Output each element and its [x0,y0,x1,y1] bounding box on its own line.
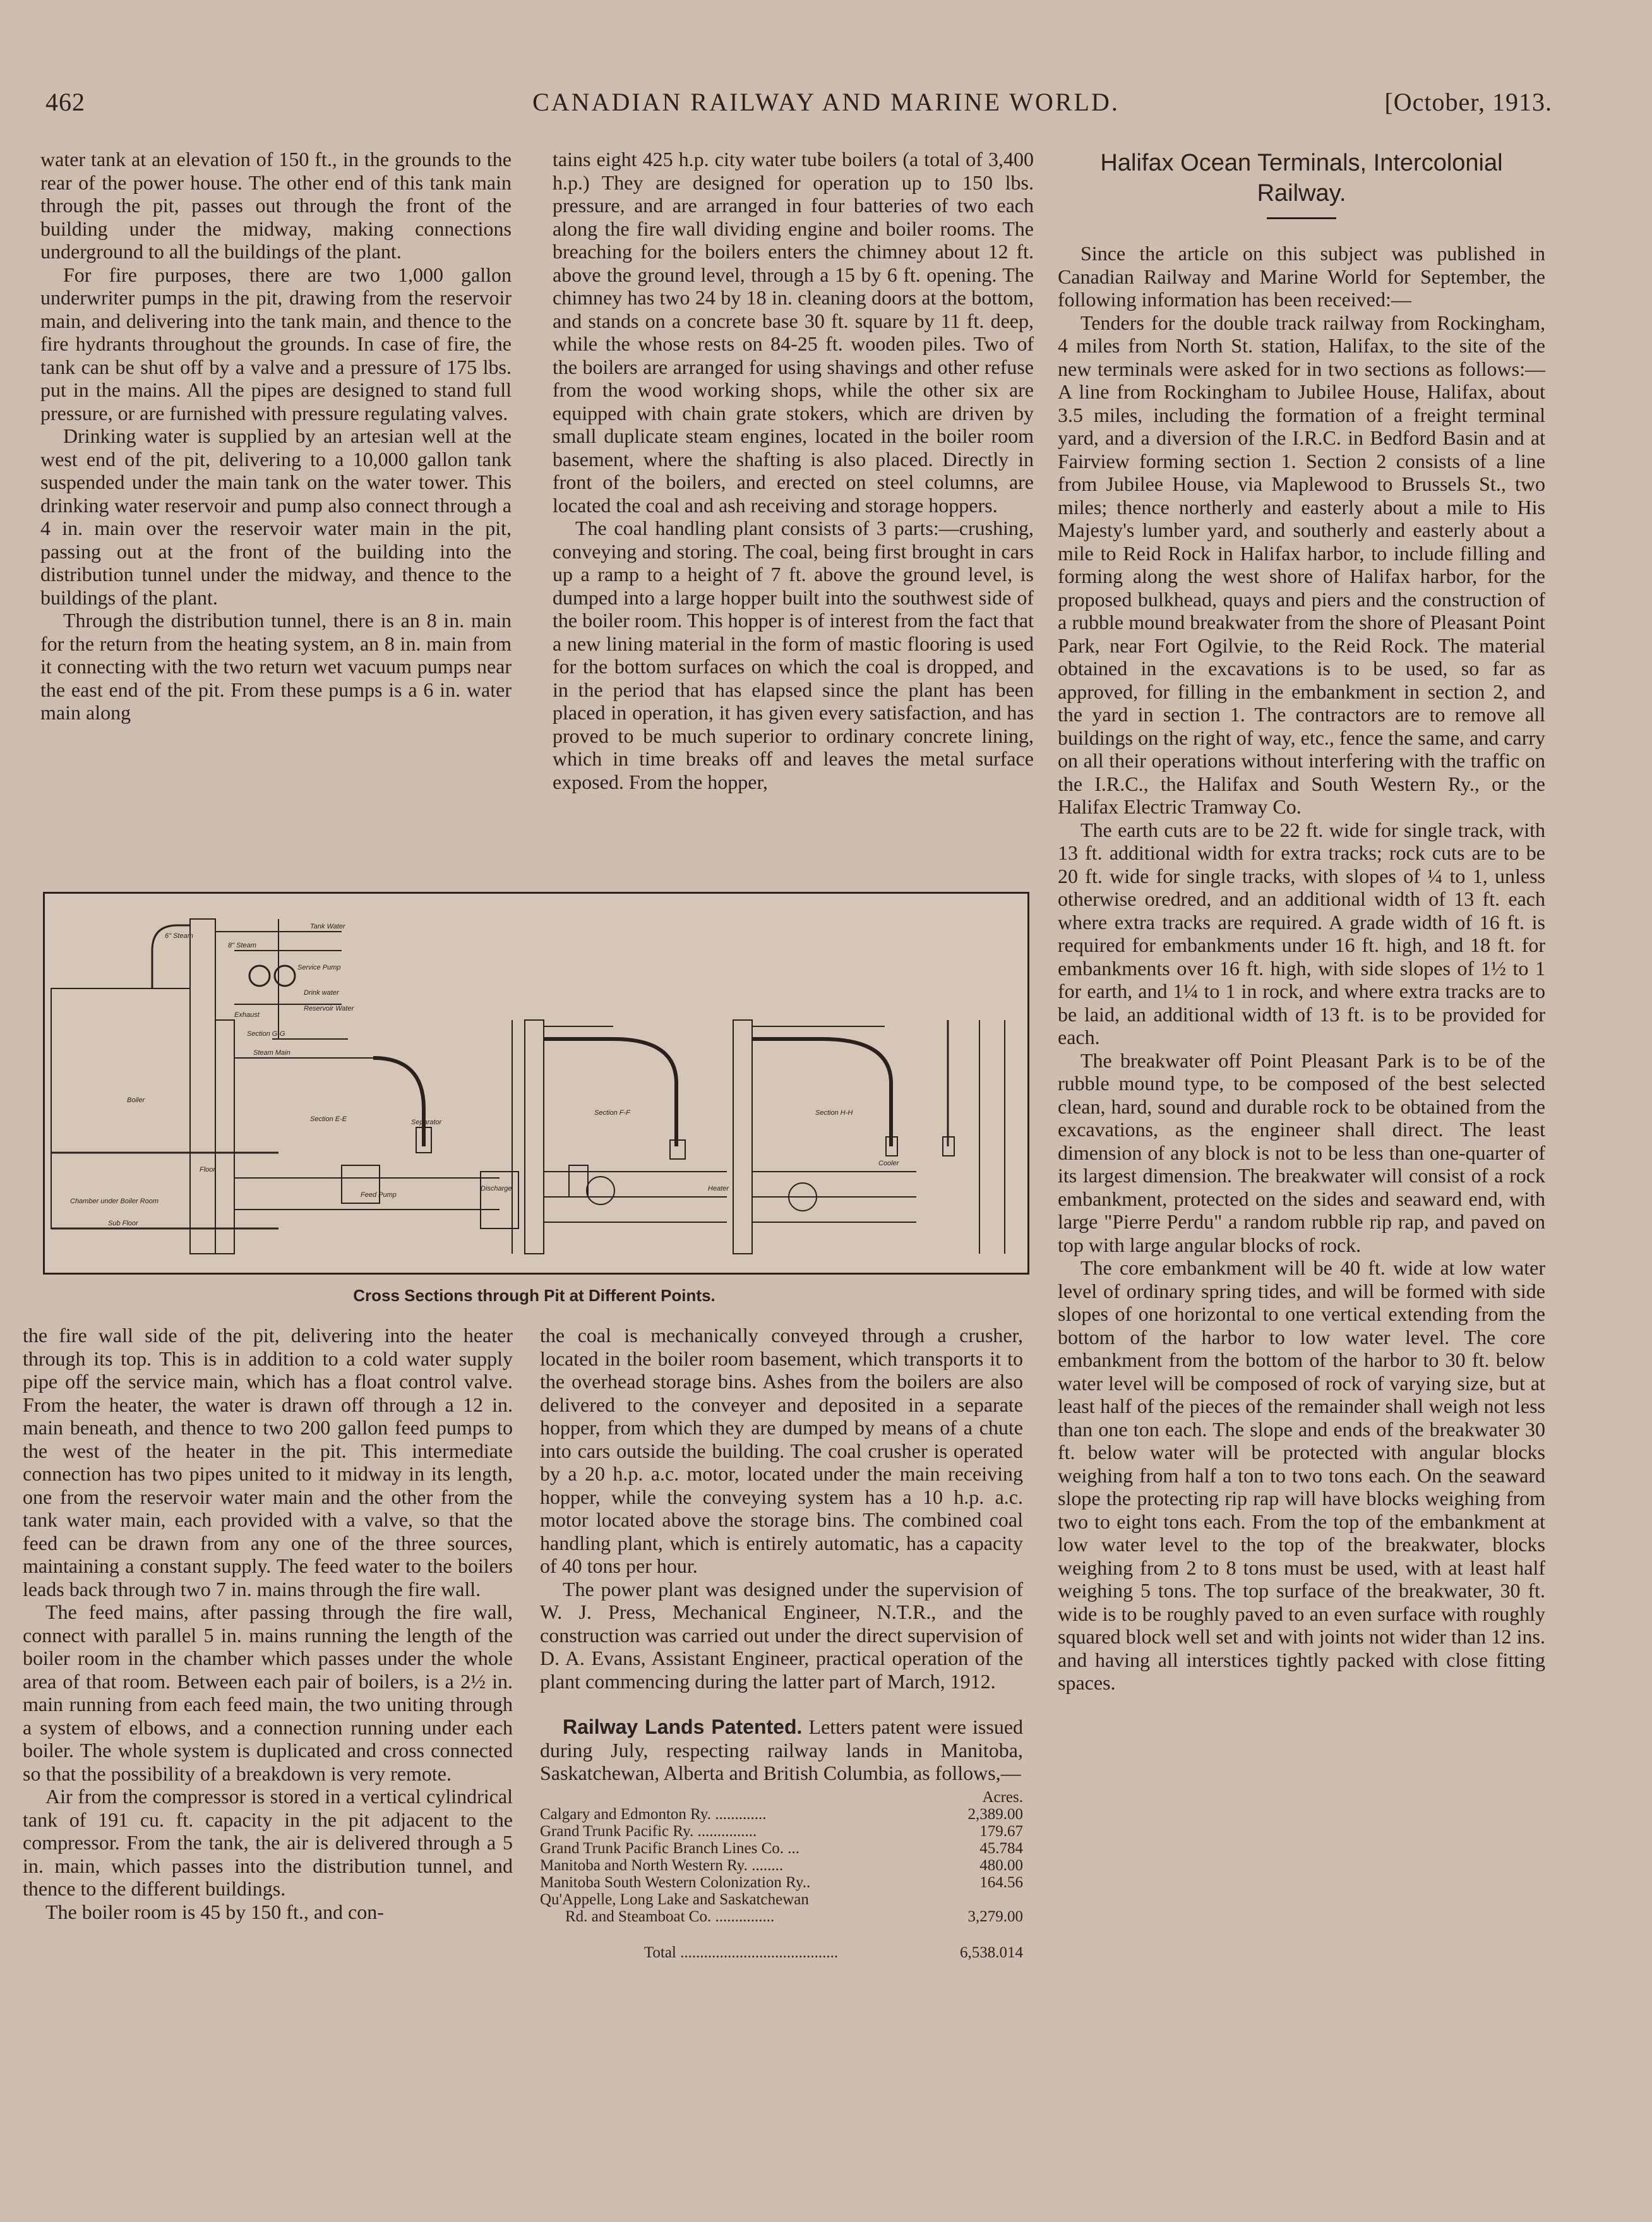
section-ff-wall [525,1020,544,1254]
label-tank-water: Tank Water [310,923,345,930]
label-feed-pump: Feed Pump [361,1191,397,1199]
total-label: Total ........................................ [643,1943,839,1961]
table-row [540,1857,1023,1874]
lands-heading: Railway Lands Patented. [563,1715,803,1738]
pump-right [275,966,295,986]
label-sub-floor: Sub Floor [108,1220,138,1227]
paragraph: The feed mains, after passing through the fire wall, connect with parallel 5 in. mains running the length of the boiler room in the chamber which passes under the whole area of that room. Between each pair of boilers, is a 2½ in. main running from each feed main, the two uniting through a system of elbows, and a connection running under each boiler. The whole system is duplicated and cross connected so that the possibility of a breakdown is very remote. [23,1600,513,1785]
cross-section-figure [43,892,1029,1275]
label-steam: 6" Steam [165,932,193,940]
label-section-ee: Section E-E [310,1115,347,1123]
paragraph: The coal handling plant consists of 3 parts:—crushing, conveying and storing. The coal, being first brought in cars up a ramp to a height of 7 ft. above the ground level, is dumped into a large hopper built into the southwest side of the boiler room. This hopper is of interest from the fact that a new lining material in the form of mastic flooring is used for the bottom surfaces on which the coal is dropped, and in the period that has elapsed since the plant has been placed in operation, it has given every satisfaction, and has proved to be much superior to ordinary concrete lining, which in time breaks off and leaves the metal surface exposed. From the hopper, [553,517,1034,793]
table-total-row [540,1944,1023,1961]
label-service-pump: Service Pump [297,964,341,971]
label-exhaust: Exhaust [234,1011,260,1019]
paragraph: The core embankment will be 40 ft. wide at low water level of ordinary spring tides, and will be formed with side slopes of one horizontal to one vertical extending from the bottom of the harbor to low water level. The core embankment from the bottom of the harbor to 30 ft. below water level will be composed of rock of varying size, but at least half of the pieces of the remainder shall weigh not less than one ton each. The slope and ends of the breakwater 30 ft. below water will be protected with angular blocks weighing from half a ton to two tons each. On the seaward slope the protecting rip rap will have blocks weighing from two to eight tons each. From the top of the embankment at low water level to the top of the breakwater, blocks weighing from 2 to 8 tons must be used, with at least half weighing 5 tons. The top surface of the breakwater, 30 ft. wide is to be roughly paved to an even surface with roughly squared block well set and with joints not wider than 12 ins. and having all interstices tightly packed with close fitting spaces. [1058,1256,1545,1694]
publication-title: CANADIAN RAILWAY AND MARINE WORLD. [532,88,1120,116]
paragraph: Through the distribution tunnel, there is an 8 in. main for the return from the heating system, an 8 in. main from it connecting with the two return wet vacuum pumps near the east end of the pit. From these pumps is a 6 in. water main along [40,609,512,724]
pump-left [249,966,270,986]
table-row [540,1891,1023,1908]
table-row [540,1840,1023,1857]
label-reservoir-water: Reservoir Water [304,1005,354,1012]
label-section-gg: Section G-G [247,1030,285,1038]
fire-wall [190,919,215,1254]
paragraph: The boiler room is 45 by 150 ft., and con- [45,1900,384,1923]
page-number: 462 [45,88,85,116]
row-name: Manitoba South Western Colonization Ry.. [540,1873,811,1891]
paragraph: For fire purposes, there are two 1,000 gallon underwriter pumps in the pit, drawing from the reservoir main, and delivering into the tank main, and thence to the fire hydrants throughout the grounds. In case of fire, the tank can be shut off by a valve and a pressure of 175 lbs. put in the mains. All the pipes are designed to stand full pressure, or are furnished with pressure regulating valves. [40,263,512,424]
row-name: Grand Trunk Pacific Ry. ............... [540,1822,757,1840]
pit-wall [215,1020,234,1254]
steam-bend-ff [544,1039,676,1146]
label-separator: Separator [411,1119,442,1126]
table-row [540,1908,1023,1925]
row-acres: 164.56 [979,1873,1023,1891]
total-value: 6,538.014 [960,1943,1023,1961]
paragraph: tains eight 425 h.p. city water tube boilers (a total of 3,400 h.p.) They are designed for operation up to 150 lbs. pressure, and are arranged in four batteries of two each along the fire wall dividing engine and boiler rooms. The breaching for the boilers enters the chimney about 12 ft. above the ground level, through a 15 by 6 ft. opening. The chimney has two 24 by 18 in. cleaning doors at the bottom, and stands on a concrete base 30 ft. square by 11 ft. deep, while the whose rests on 84-25 ft. wooden piles. Two of the boilers are arranged for using shavings and other refuse from the wood working shops, while the other six are equipped with chain grate stokers, which are driven by small duplicate steam engines, located in the boiler room basement, where the shafting is also placed. Directly in front of the boilers, and erected on steel columns, are located the coal and ash receiving and storage hoppers. [553,148,1034,517]
section-hh-wall [733,1020,752,1254]
label-section-hh: Section H-H [815,1109,853,1117]
lands-paragraph [540,1715,1023,1785]
lands-table [540,1789,1023,1961]
label-drink-water: Drink water [304,989,339,997]
paragraph: The breakwater off Point Pleasant Park is to be of the rubble mound type, to be composed of the best selected clean, hard, sound and durable rock to be obtained from the excavations, as the engineer shall direct. The least dimension of any block is not to be less than one-quarter of its largest dimension. The breakwater will consist of a rock embankment, protected on the sides and seaward end, with large "Pierre Perdu" a random rubble rip rap, and paved on top with large angular blocks of rock. [1058,1048,1545,1256]
column-2-top [553,148,1034,793]
row-acres: 179.67 [979,1822,1023,1840]
table-row [540,1874,1023,1891]
table-row [540,1823,1023,1840]
row-name: Manitoba and North Western Ry. ........ [540,1856,784,1874]
paragraph: The earth cuts are to be 22 ft. wide for single track, with 13 ft. additional width for extra tracks; rock cuts are to be 20 ft. wide for single tracks, with slopes of ¼ to 1, unless otherwise oredred, and an additional width of 13 ft. each where extra tracks are required. A grade width of 16 ft. is required for embankments under 16 ft. high, and 18 ft. for embankments over 16 ft. high, with side slopes of 1½ to 1 for earth, and 1¼ to 1 in rock, and where extra tracks are to be laid, an additional width of 13 ft. is to be provided for each. [1058,818,1545,1048]
column-1-bottom [23,1324,513,1923]
pipe-diagram [45,894,1027,1273]
row-name: Rd. and Steamboat Co. ............... [565,1907,775,1925]
table-row [540,1806,1023,1823]
paragraph: Air from the compressor is stored in a vertical cylindrical tank of 191 cu. ft. capacity in the pit adjacent to the compressor. From the tank, the air is delivered through a 5 in. main, which passes into the distribution tunnel, and thence to the different buildings. [23,1785,513,1900]
paragraph: the coal is mechanically conveyed through a crusher, located in the boiler room basement, which transports it to the overhead storage bins. Ashes from the boilers are also delivered to the conveyer and deposited in a separate hopper, from which they are dumped by means of a chute into cars outside the building. The coal crusher is operated by a 20 h.p. a.c. motor, located under the main receiving hopper, while the conveying system has a 10 h.p. a.c. motor located above the storage bins. The combined coal handling plant, which is entirely automatic, has a capacity of 40 tons per hour. [540,1324,1023,1577]
column-2-bottom [540,1324,1023,1961]
paragraph: The power plant was designed under the supervision of W. J. Press, Mechanical Engineer, N.T.R., and the construction was carried out under the direct supervision of D. A. Evans, Assistant Engineer, practical operation of the plant commencing during the latter part of March, 1912. [540,1577,1023,1693]
title-rule [1267,217,1336,219]
figure-caption: Cross Sections through Pit at Different Points. [353,1286,715,1305]
issue-date: [October, 1913. [1384,88,1552,116]
column-1-top [40,148,512,724]
pump-ff [587,1177,614,1204]
row-acres: 2,389.00 [967,1805,1023,1823]
paragraph: Since the article on this subject was published in Canadian Railway and Marine World for September, the following information has been received:— [1058,242,1545,311]
paragraph: Tenders for the double track railway from Rockingham, 4 miles from North St. station, Halifax, to the site of the new terminals were asked for in two sections as follows:—A line from Rockingham to Jubilee House, Halifax, about 3.5 miles, including the formation of a freight terminal yard, and a diversion of the I.R.C. in Bedford Basin and at Fairview forming section 1. Section 2 consists of a line from Jubilee House, via Maplewood to Brussels St., two miles; thence northerly and easterly about a mile to His Majesty's lumber yard, and southerly and easterly about a mile to Reid Rock in Halifax harbor, to include filling and forming along the west shore of Halifax harbor, for the proposed bulkhead, quays and piers and the construction of a rubble mound breakwater from the shore of Pleasant Point Park, near Fort Ogilvie, to the Reid Rock. The material obtained in the excavations is to be used, so far as approved, for filling in the embankment in section 2, and the yard in section 1. The contractors are to remove all buildings on the right of way, etc., fence the same, and carry on all their operations without interfering with the traffic on the I.R.C., the Halifax and South Western Ry., or the Halifax Electric Tramway Co. [1058,311,1545,818]
lands-intro: Letters patent were issued during July, respecting railway lands in Manitoba, Saskatchewan, Alberta and British Columbia, as follows,— [540,1715,1024,1784]
label-cooler: Cooler [878,1160,899,1167]
label-boiler: Boiler [127,1096,145,1104]
lands-units: Acres. [982,1788,1023,1806]
boiler-outline [51,988,190,1228]
paragraph: water tank at an elevation of 150 ft., in the grounds to the rear of the power house. The other end of this tank main through the pit, passes out through the front of the building under the midway, making connections underground to all the buildings of the plant. [40,148,512,263]
label-steam-main: Steam Main [253,1049,290,1057]
steam-bend-hh [752,1039,891,1146]
row-acres: 3,279.00 [967,1907,1023,1925]
row-acres: 45.784 [979,1839,1023,1857]
row-acres: 480.00 [979,1856,1023,1874]
paragraph: Drinking water is supplied by an artesian well at the west end of the pit, delivering to a 10,000 gallon tank suspended under the main tank on the water tower. This drinking water reservoir and pump also connect through a 4 in. main over the reservoir water main in the pit, passing out at the front of the building into the distribution tunnel under the midway, and thence to the buildings of the plant. [40,424,512,609]
label-8-steam: 8" Steam [228,942,256,949]
label-chamber: Chamber under Boiler Room [70,1198,159,1205]
label-heater: Heater [708,1185,729,1192]
label-section-ff: Section F-F [594,1109,630,1117]
column-3 [1058,148,1545,1695]
label-discharge: Discharge [481,1185,512,1192]
label-floor: Floor [200,1166,216,1174]
row-name: Calgary and Edmonton Ry. ............. [540,1805,767,1823]
paragraph: the fire wall side of the pit, delivering into the heater through its top. This is in addition to a cold water supply pipe off the service main, which has a float control valve. From the heater, the water is drawn off through a 12 in. main beneath, and thence to two 200 gallon feed pumps to the west of the heater in the pit. This intermediate connection has two pipes united to it midway in its length, one from the reservoir water main and the other from the tank water main, each provided with a valve, so that the feed can be drawn from any one of the three sources, maintaining a constant supply. The feed water to the boilers leads back through two 7 in. mains through the fire wall. [23,1324,513,1600]
row-name: Grand Trunk Pacific Branch Lines Co. ... [540,1839,800,1857]
article-title: Halifax Ocean Terminals, Intercolonial Railway. [1100,150,1503,207]
row-acres [947,1891,1023,1908]
row-name: Qu'Appelle, Long Lake and Saskatchewan [540,1890,809,1908]
